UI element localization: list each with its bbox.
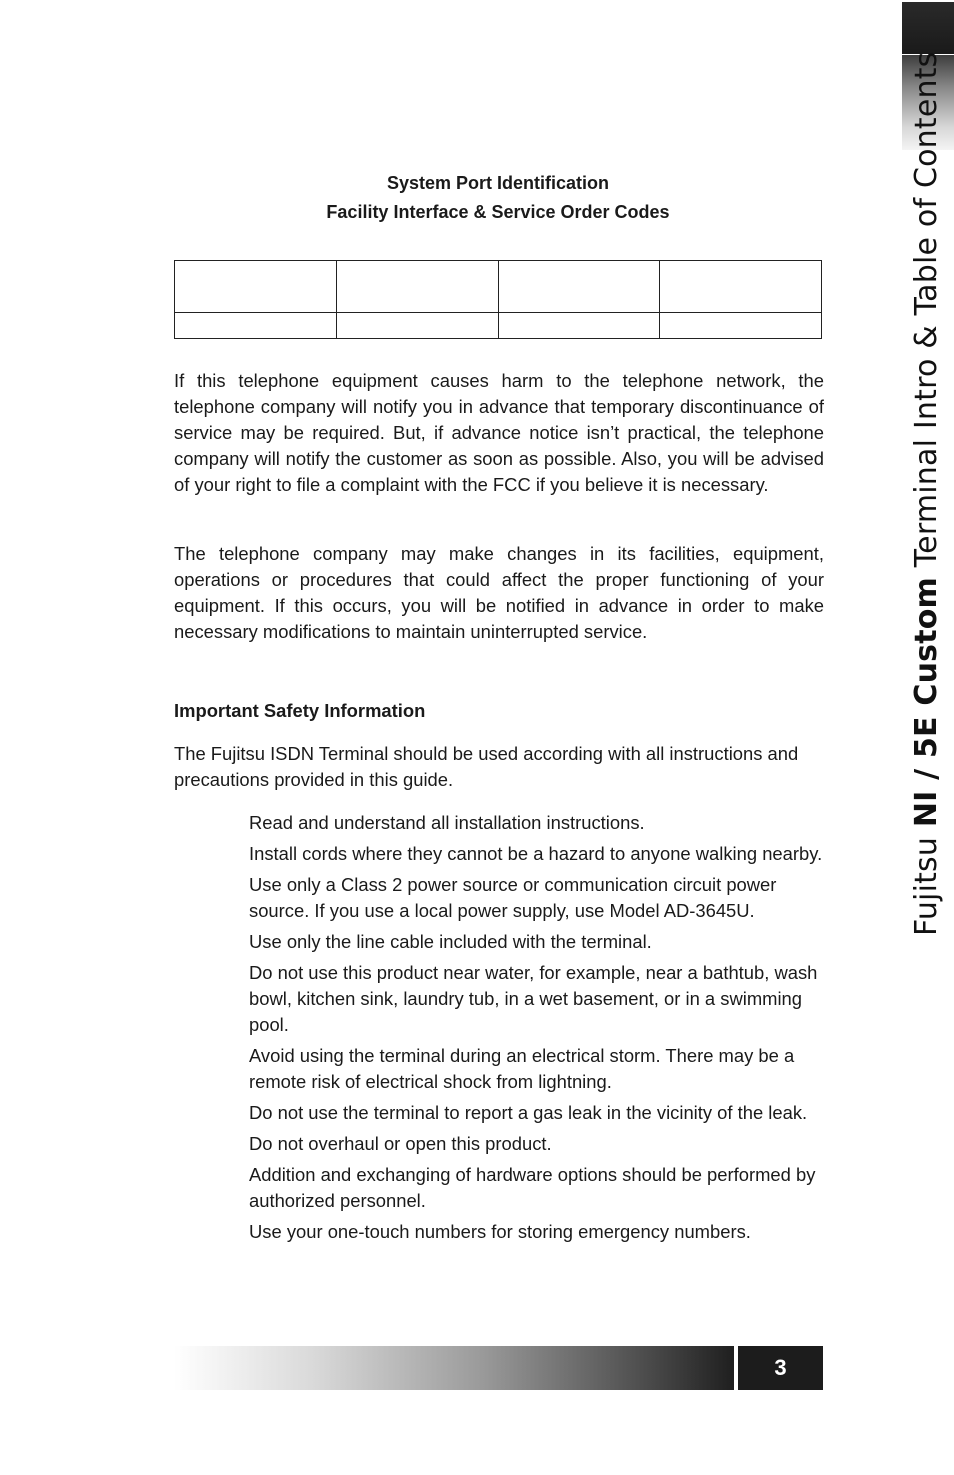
table-cell <box>336 313 498 339</box>
table-cell <box>336 261 498 313</box>
paragraph-facility-changes: The telephone company may make changes in its facilities, equipment, operations or procedures that could affect the proper functioning of your equipment. If this occurs, you will be notified in advance in order to make necessary modifications to maintain uninterrupted service. <box>174 543 824 642</box>
list-item: Use your one-touch numbers for storing emergency numbers. <box>249 1221 751 1242</box>
port-identification-table <box>174 260 822 339</box>
list-item: Do not use this product near water, for example, near a bathtub, wash bowl, kitchen sink, laundry tub, in a wet basement, or in a swimming pool. <box>249 962 818 1035</box>
table-cell <box>175 313 337 339</box>
list-item: Do not overhaul or open this product. <box>249 1133 552 1154</box>
safety-section-title: Important Safety Information <box>174 700 426 721</box>
safety-intro: The Fujitsu ISDN Terminal should be used according with all instructions and precautions provided in this guide. <box>174 743 799 790</box>
table-cell <box>660 261 822 313</box>
heading-line-2: Facility Interface & Service Order Codes <box>326 202 670 222</box>
list-item: Do not use the terminal to report a gas leak in the vicinity of the leak. <box>249 1102 808 1123</box>
list-item: Addition and exchanging of hardware options should be performed by authorized personnel. <box>249 1164 816 1211</box>
list-item: Install cords where they cannot be a hazard to anyone walking nearby. <box>249 843 823 864</box>
chapter-tab-block <box>902 2 954 54</box>
list-item: Avoid using the terminal during an electrical storm. There may be a remote risk of electrical shock from lightning. <box>249 1045 795 1092</box>
table-row <box>175 313 822 339</box>
side-title-rest: Terminal Intro & Table of Contents <box>909 51 944 577</box>
side-title-model: NI / 5E Custom <box>909 576 944 828</box>
list-item: Use only a Class 2 power source or communication circuit power source. If you use a local power supply, use Model AD-3645U. <box>249 874 777 921</box>
side-running-title <box>904 51 950 936</box>
heading-line-1: System Port Identification <box>386 173 610 193</box>
list-item: Read and understand all installation instructions. <box>249 812 645 833</box>
page-number: 3 <box>738 1346 823 1390</box>
table-row <box>175 261 822 313</box>
safety-instructions-list <box>249 810 829 1250</box>
table-cell <box>660 313 822 339</box>
paragraph-network-harm: If this telephone equipment causes harm to the telephone network, the telephone company will notify you in advance that temporary discontinuance of service may be required. But, if advance notice isn’t practical, the telephone company will notify the customer as soon as possible. Also, you will be advised of your right to file a complaint with the FCC if you believe it is necessary. <box>174 370 824 495</box>
table-cell <box>498 261 660 313</box>
table-cell <box>498 313 660 339</box>
footer-gradient-bar <box>174 1346 734 1390</box>
table-cell <box>175 261 337 313</box>
side-title-brand: Fujitsu <box>909 827 944 936</box>
list-item: Use only the line cable included with the terminal. <box>249 931 652 952</box>
